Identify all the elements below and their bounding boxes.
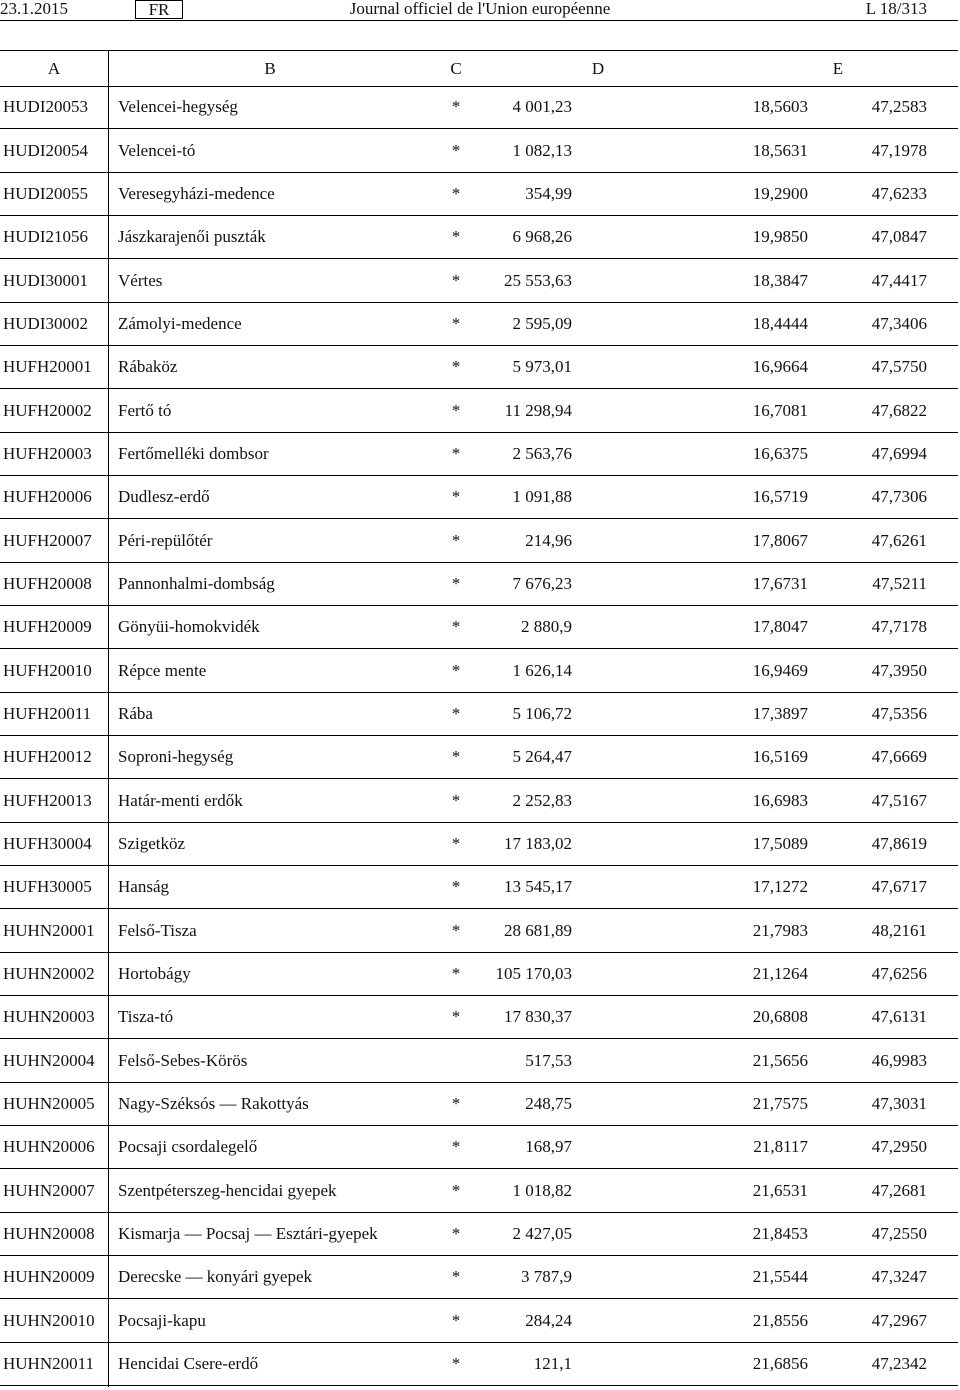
page-reference: L 18/313 (865, 0, 927, 18)
site-name-cell: Felső-Sebes-Körös (118, 1051, 248, 1070)
longitude-cell: 21,1264 (752, 964, 808, 983)
mark-cell: * (451, 141, 461, 160)
column-header-b: B (264, 59, 276, 78)
area-cell: 2 595,09 (512, 314, 572, 333)
mark-cell: * (451, 1181, 461, 1200)
longitude-cell: 18,5631 (752, 141, 808, 160)
latitude-cell: 47,5750 (871, 357, 927, 376)
table-row (0, 389, 958, 433)
mark-cell: * (451, 357, 461, 376)
longitude-cell: 17,6731 (752, 574, 808, 593)
area-cell: 7 676,23 (512, 574, 572, 593)
area-cell: 168,97 (525, 1137, 572, 1156)
area-cell: 1 018,82 (512, 1181, 572, 1200)
area-cell: 1 082,13 (512, 141, 572, 160)
site-name-cell: Szigetköz (118, 834, 186, 853)
longitude-cell: 21,5544 (752, 1267, 808, 1286)
area-cell: 25 553,63 (504, 271, 572, 290)
area-cell: 28 681,89 (504, 921, 572, 940)
latitude-cell: 47,6131 (871, 1007, 927, 1026)
latitude-cell: 47,4417 (871, 271, 927, 290)
table-row (0, 736, 958, 779)
mark-cell: * (451, 1137, 461, 1156)
mark-cell: * (451, 704, 461, 723)
site-code-cell: HUDI21056 (3, 227, 88, 246)
site-name-cell: Hencidai Csere-erdő (118, 1354, 259, 1373)
longitude-cell: 18,3847 (752, 271, 808, 290)
site-code-cell: HUFH20011 (3, 704, 92, 723)
area-cell: 4 001,23 (512, 97, 572, 116)
site-code-cell: HUHN20002 (3, 964, 95, 983)
site-code-cell: HUFH30004 (3, 834, 92, 853)
longitude-cell: 21,6856 (752, 1354, 808, 1373)
site-code-cell: HUFH20002 (3, 401, 92, 420)
mark-cell: * (451, 661, 461, 680)
mark-cell: * (451, 444, 461, 463)
table-row (0, 1169, 958, 1213)
longitude-cell: 17,1272 (752, 877, 808, 896)
site-code-cell: HUDI20055 (3, 184, 88, 203)
site-name-cell: Tisza-tó (118, 1007, 174, 1026)
latitude-cell: 47,6717 (871, 877, 927, 896)
table-row (0, 129, 958, 173)
site-name-cell: Pannonhalmi-dombság (118, 574, 275, 593)
site-name-cell: Pocsaji csordalegelő (118, 1137, 258, 1156)
longitude-cell: 16,9664 (752, 357, 808, 376)
site-name-cell: Fertő tó (118, 401, 172, 420)
area-cell: 284,24 (525, 1311, 572, 1330)
latitude-cell: 48,2161 (871, 921, 927, 940)
site-code-cell: HUFH20009 (3, 617, 92, 636)
site-code-cell: HUHN20001 (3, 921, 95, 940)
area-cell: 5 106,72 (512, 704, 572, 723)
site-code-cell: HUFH20013 (3, 791, 92, 810)
table-row (0, 563, 958, 606)
table-row (0, 996, 958, 1039)
mark-cell: * (451, 184, 461, 203)
site-name-cell: Fertőmelléki dombsor (118, 444, 269, 463)
page-header (0, 0, 958, 21)
latitude-cell: 46,9983 (871, 1051, 927, 1070)
table-row (0, 1039, 958, 1083)
table-row (0, 519, 958, 563)
longitude-cell: 16,5719 (752, 487, 808, 506)
publication-date: 23.1.2015 (0, 0, 68, 18)
latitude-cell: 47,7178 (871, 617, 927, 636)
site-code-cell: HUDI30002 (3, 314, 88, 333)
site-name-cell: Répce mente (118, 661, 207, 680)
area-cell: 248,75 (525, 1094, 572, 1113)
site-name-cell: Rábaköz (118, 357, 178, 376)
table-row (0, 216, 958, 259)
site-name-cell: Pocsaji-kapu (118, 1311, 206, 1330)
latitude-cell: 47,5167 (871, 791, 927, 810)
mark-cell: * (451, 964, 461, 983)
latitude-cell: 47,6822 (871, 401, 927, 420)
mark-cell: * (451, 1224, 461, 1243)
site-name-cell: Zámolyi-medence (118, 314, 242, 333)
longitude-cell: 16,9469 (752, 661, 808, 680)
site-code-cell: HUHN20005 (3, 1094, 95, 1113)
table-row (0, 866, 958, 909)
longitude-cell: 20,6808 (752, 1007, 808, 1026)
site-name-cell: Veresegyházi-medence (118, 184, 275, 203)
latitude-cell: 47,6669 (871, 747, 927, 766)
site-name-cell: Rába (118, 704, 153, 723)
latitude-cell: 47,2950 (871, 1137, 927, 1156)
area-cell: 6 968,26 (512, 227, 572, 246)
area-cell: 17 830,37 (504, 1007, 572, 1026)
table-row (0, 1343, 958, 1386)
area-cell: 354,99 (525, 184, 572, 203)
site-code-cell: HUDI30001 (3, 271, 88, 290)
area-cell: 105 170,03 (495, 964, 572, 983)
longitude-cell: 21,5656 (752, 1051, 808, 1070)
site-name-cell: Dudlesz-erdő (118, 487, 210, 506)
site-code-cell: HUFH30005 (3, 877, 92, 896)
table-row (0, 1256, 958, 1299)
area-cell: 1 091,88 (512, 487, 572, 506)
latitude-cell: 47,2681 (871, 1181, 927, 1200)
site-code-cell: HUFH20001 (3, 357, 92, 376)
longitude-cell: 19,9850 (752, 227, 808, 246)
longitude-cell: 21,8556 (752, 1311, 808, 1330)
site-name-cell: Hanság (118, 877, 169, 896)
longitude-cell: 16,5169 (752, 747, 808, 766)
table-row (0, 909, 958, 953)
mark-cell: * (451, 747, 461, 766)
latitude-cell: 47,6256 (871, 964, 927, 983)
latitude-cell: 47,3247 (871, 1267, 927, 1286)
site-name-cell: Hortobágy (118, 964, 191, 983)
site-name-cell: Gönyüi-homokvidék (118, 617, 260, 636)
mark-cell: * (451, 271, 461, 290)
latitude-cell: 47,6994 (871, 444, 927, 463)
mark-cell: * (451, 1094, 461, 1113)
site-code-cell: HUHN20003 (3, 1007, 95, 1026)
site-name-cell: Határ-menti erdők (118, 791, 243, 810)
site-name-cell: Velencei-tó (118, 141, 196, 160)
area-cell: 517,53 (525, 1051, 572, 1070)
area-cell: 5 973,01 (512, 357, 572, 376)
table-row (0, 173, 958, 216)
site-name-cell: Szentpéterszeg-hencidai gyepek (118, 1181, 337, 1200)
area-cell: 5 264,47 (512, 747, 572, 766)
longitude-cell: 21,6531 (752, 1181, 808, 1200)
mark-cell: * (451, 1007, 461, 1026)
area-cell: 2 427,05 (512, 1224, 572, 1243)
site-code-cell: HUHN20011 (3, 1354, 94, 1373)
site-code-cell: HUHN20008 (3, 1224, 95, 1243)
longitude-cell: 18,5603 (752, 97, 808, 116)
table-row (0, 693, 958, 736)
latitude-cell: 47,3950 (871, 661, 927, 680)
latitude-cell: 47,6261 (871, 531, 927, 550)
site-code-cell: HUFH20012 (3, 747, 92, 766)
mark-cell: * (451, 617, 461, 636)
site-code-cell: HUFH20007 (3, 531, 92, 550)
mark-cell: * (451, 227, 461, 246)
site-name-cell: Kismarja — Pocsaj — Esztári-gyepek (118, 1224, 378, 1243)
site-name-cell: Felső-Tisza (118, 921, 197, 940)
site-name-cell: Péri-repülőtér (118, 531, 213, 550)
area-cell: 2 252,83 (512, 791, 572, 810)
site-code-cell: HUDI20053 (3, 97, 88, 116)
language-badge: FR (135, 0, 183, 19)
table-row (0, 606, 958, 649)
mark-cell: * (451, 401, 461, 420)
table-row (0, 1083, 958, 1126)
longitude-cell: 18,4444 (752, 314, 808, 333)
longitude-cell: 16,6375 (752, 444, 808, 463)
latitude-cell: 47,5211 (872, 574, 927, 593)
latitude-cell: 47,7306 (871, 487, 927, 506)
mark-cell: * (451, 791, 461, 810)
site-name-cell: Vértes (118, 271, 163, 290)
mark-cell: * (451, 314, 461, 333)
table-row (0, 1299, 958, 1343)
mark-cell: * (451, 877, 461, 896)
table-row (0, 433, 958, 476)
table-row (0, 1213, 958, 1256)
site-name-cell: Soproni-hegység (118, 747, 234, 766)
area-cell: 214,96 (525, 531, 572, 550)
latitude-cell: 47,2342 (871, 1354, 927, 1373)
table-row (0, 476, 958, 519)
mark-cell: * (451, 574, 461, 593)
mark-cell: * (451, 1311, 461, 1330)
column-header-a: A (47, 59, 61, 78)
mark-cell: * (451, 97, 461, 116)
column-header-c: C (450, 59, 462, 78)
longitude-cell: 17,8067 (752, 531, 808, 550)
longitude-cell: 21,8117 (753, 1137, 808, 1156)
longitude-cell: 21,8453 (752, 1224, 808, 1243)
site-code-cell: HUHN20010 (3, 1311, 95, 1330)
table-row (0, 823, 958, 866)
latitude-cell: 47,6233 (871, 184, 927, 203)
area-cell: 2 880,9 (521, 617, 572, 636)
site-code-cell: HUHN20009 (3, 1267, 95, 1286)
table-row (0, 346, 958, 389)
area-cell: 11 298,94 (504, 401, 572, 420)
longitude-cell: 21,7575 (752, 1094, 808, 1113)
area-cell: 13 545,17 (504, 877, 572, 896)
longitude-cell: 17,5089 (752, 834, 808, 853)
site-name-cell: Derecske — konyári gyepek (118, 1267, 313, 1286)
mark-cell: * (451, 921, 461, 940)
latitude-cell: 47,3406 (871, 314, 927, 333)
latitude-cell: 47,2550 (871, 1224, 927, 1243)
area-cell: 17 183,02 (504, 834, 572, 853)
table-row (0, 303, 958, 346)
latitude-cell: 47,2583 (871, 97, 927, 116)
area-cell: 1 626,14 (512, 661, 572, 680)
longitude-cell: 17,3897 (752, 704, 808, 723)
table-row (0, 86, 958, 129)
mark-cell: * (451, 531, 461, 550)
latitude-cell: 47,3031 (871, 1094, 927, 1113)
site-code-cell: HUFH20003 (3, 444, 92, 463)
area-cell: 2 563,76 (512, 444, 572, 463)
journal-title: Journal officiel de l'Union européenne (349, 0, 611, 18)
mark-cell: * (451, 487, 461, 506)
site-code-cell: HUFH20008 (3, 574, 92, 593)
site-code-cell: HUHN20007 (3, 1181, 95, 1200)
longitude-cell: 21,7983 (752, 921, 808, 940)
latitude-cell: 47,5356 (871, 704, 927, 723)
site-code-cell: HUDI20054 (3, 141, 88, 160)
table-row (0, 779, 958, 823)
site-code-cell: HUFH20006 (3, 487, 92, 506)
table-row (0, 259, 958, 303)
mark-cell: * (451, 1354, 461, 1373)
latitude-cell: 47,1978 (871, 141, 927, 160)
area-cell: 121,1 (533, 1354, 572, 1373)
mark-cell: * (451, 834, 461, 853)
site-code-cell: HUHN20006 (3, 1137, 95, 1156)
site-code-cell: HUFH20010 (3, 661, 92, 680)
longitude-cell: 16,7081 (752, 401, 808, 420)
longitude-cell: 17,8047 (752, 617, 808, 636)
area-cell: 3 787,9 (521, 1267, 572, 1286)
table-header-row (0, 50, 958, 87)
column-header-d: D (591, 59, 605, 78)
table-row (0, 1126, 958, 1169)
site-name-cell: Jászkarajenői puszták (118, 227, 266, 246)
latitude-cell: 47,0847 (871, 227, 927, 246)
latitude-cell: 47,8619 (871, 834, 927, 853)
longitude-cell: 16,6983 (752, 791, 808, 810)
column-header-e: E (832, 59, 844, 78)
site-name-cell: Velencei-hegység (118, 97, 238, 116)
latitude-cell: 47,2967 (871, 1311, 927, 1330)
site-code-cell: HUHN20004 (3, 1051, 95, 1070)
table-row (0, 953, 958, 996)
site-name-cell: Nagy-Széksós — Rakottyás (118, 1094, 309, 1113)
mark-cell: * (451, 1267, 461, 1286)
longitude-cell: 19,2900 (752, 184, 808, 203)
table-row (0, 649, 958, 693)
